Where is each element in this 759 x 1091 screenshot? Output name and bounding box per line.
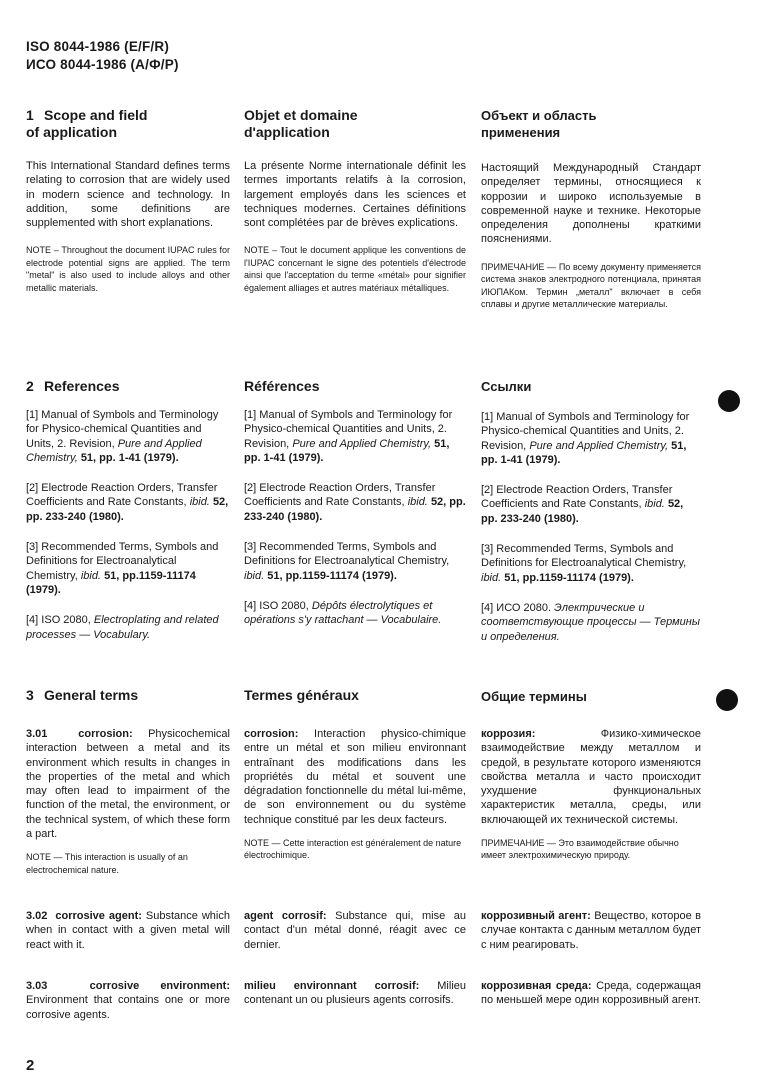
term-note: NOTE — This interaction is usually of an electrochemical nature.	[26, 852, 188, 875]
section-title: Termes généraux	[244, 687, 359, 703]
reference-item	[244, 408, 466, 465]
scope-en	[26, 107, 230, 294]
ref-num: [2]	[244, 482, 257, 495]
term-definition	[244, 979, 466, 1008]
term-name: коррозивный агент:	[481, 910, 591, 922]
ref-text: ИСО 2080.	[496, 601, 552, 614]
ref-journal: Pure and Applied Chemistry,	[529, 439, 669, 452]
section-title	[26, 687, 230, 704]
term-name: agent corrosif:	[244, 910, 327, 922]
document-header	[26, 38, 179, 74]
scope-note: NOTE – Throughout the document IUPAC rules for electrode potential signs are applied. The term "metal" is also used to include alloys and other metallic materials.	[26, 245, 230, 293]
term-name: коррозивная среда:	[481, 980, 592, 992]
term-name: corrosive agent:	[55, 910, 142, 922]
term-note: ПРИМЕЧАНИЕ — Это взаимодействие обычно имеет электрохимическую природу.	[481, 838, 679, 861]
section-title-text: General terms	[44, 687, 139, 703]
general-terms-fr	[244, 687, 466, 704]
term-entry-en	[26, 979, 230, 1022]
term-entry-fr	[244, 909, 466, 952]
references-ru	[481, 378, 701, 644]
section-title-line1: Scope and field	[44, 107, 148, 123]
ref-num: [3]	[481, 543, 494, 556]
ref-journal: ibid.	[644, 498, 665, 511]
scope-note: NOTE – Tout le document applique les conventions de l'IUPAC concernant le signe des potentiels d'électrode ainsi que l'acceptation du terme «métal» pour signifier également alliages et autres matériaux métalliques.	[244, 245, 466, 293]
term-definition	[481, 727, 701, 827]
ref-text: Electrode Reaction Orders, Transfer Coefficients and Rate Constants,	[26, 482, 218, 509]
ref-text: Electrode Reaction Orders, Transfer Coefficients and Rate Constants,	[244, 482, 436, 509]
reference-item	[244, 481, 466, 524]
ref-journal: ibid.	[80, 569, 101, 582]
term-name: corrosion:	[244, 728, 299, 740]
term-definition	[244, 727, 466, 827]
section-title	[244, 107, 466, 141]
ref-num: [3]	[244, 541, 257, 554]
ref-num: [3]	[26, 541, 39, 554]
term-text: Interaction physico-chimique entre un métal et son milieu environnant entraînant des modifications dans les propriétés du métal et souvent une dégradation fonctionnelle du métal lui-même, de son environnement ou du système technique constitué par les deux facteurs.	[244, 728, 466, 826]
section-number: 3	[26, 687, 34, 703]
term-definition	[244, 909, 466, 952]
punch-hole-mark	[718, 390, 740, 412]
section-title	[26, 378, 230, 395]
scope-body: This International Standard defines terms relating to corrosion that are widely used in modern science and technology. In addition, some definitions are supplemented with short explanations.	[26, 160, 230, 230]
ref-text: ISO 2080,	[41, 614, 91, 627]
term-entry-ru	[481, 909, 701, 952]
ref-text: Recommended Terms, Symbols and Definitions for Electroanalytical Chemistry,	[26, 541, 219, 582]
scope-ru	[481, 107, 701, 310]
reference-item	[481, 542, 701, 585]
ref-title: Электрические и соответствующие процессы — Термины и определения.	[481, 601, 700, 643]
section-title	[481, 107, 701, 141]
term-name: corrosion:	[78, 728, 133, 740]
ref-volume: 51, pp.1159-11174 (1979).	[504, 571, 634, 584]
general-terms-en	[26, 687, 230, 704]
term-text: Environment that contains one or more corrosive agents.	[26, 994, 230, 1021]
reference-item	[26, 408, 230, 465]
reference-item	[26, 481, 230, 524]
ref-text: Electrode Reaction Orders, Transfer Coefficients and Rate Constants,	[481, 484, 673, 511]
section-title	[26, 107, 230, 141]
ref-journal: ibid.	[189, 496, 210, 509]
references-fr	[244, 378, 466, 628]
scope-fr	[244, 107, 466, 294]
term-entry-en	[26, 727, 230, 876]
ref-journal: ibid.	[407, 496, 428, 509]
ref-text: Manual of Symbols and Terminology for Physico-chemical Quantities and Units, 2. Revision,	[244, 409, 453, 450]
punch-hole-mark	[716, 689, 738, 711]
ref-num: [1]	[26, 409, 39, 421]
scope-body: Настоящий Международный Стандарт определяет термины, относящиеся к коррозии и широко используемые в современной науке и технике. Некоторые определения дополнены краткими пояснениями.	[481, 162, 701, 246]
term-definition	[481, 979, 701, 1008]
term-text: Физико-химическое взаимодействие между металлом и средой, в результате которого изменяются свойства металла и часто происходит ухудшение функциональных характеристик металла, среды, или включающей их технической системы.	[481, 728, 701, 826]
term-text: Milieu contenant un ou plusieurs agents corrosifs.	[244, 980, 466, 1007]
ref-volume: 52, pp. 233-240 (1980).	[244, 496, 466, 523]
page-number: 2	[26, 1057, 35, 1074]
term-text: Substance qui, mise au contact d'un métal donné, réagit avec ce dernier.	[244, 910, 466, 951]
ref-volume: 51, pp. 1-41 (1979).	[244, 437, 450, 464]
section-title: Ссылки	[481, 379, 532, 394]
section-title-line1: Objet et domaine	[244, 107, 358, 123]
reference-item	[481, 601, 701, 644]
term-number: 3.02	[26, 910, 48, 922]
term-name: коррозия:	[481, 728, 536, 740]
term-text: Substance which when in contact with a given metal will react with it.	[26, 910, 230, 951]
ref-text: ISO 2080,	[259, 599, 309, 612]
term-number: 3.01	[26, 728, 48, 740]
term-name: milieu environnant corrosif:	[244, 980, 420, 992]
scope-body: La présente Norme internationale définit les termes importants relatifs à la corrosion, largement employés dans les sciences et techniques modernes. Certaines définitions sont complétées par de brèves explications.	[244, 160, 466, 230]
term-number: 3.03	[26, 980, 48, 992]
ref-text: Recommended Terms, Symbols and Definitions for Electroanalytical Chemistry,	[244, 541, 450, 568]
ref-journal: ibid.	[481, 571, 502, 584]
term-definition	[26, 979, 230, 1022]
reference-item	[244, 599, 466, 628]
term-entry-fr	[244, 979, 466, 1008]
term-definition	[481, 909, 701, 952]
ref-text: Recommended Terms, Symbols and Definitions for Electroanalytical Chemistry,	[481, 543, 687, 570]
section-number: 2	[26, 378, 34, 394]
section-title: Общие термины	[481, 689, 587, 704]
ref-journal: Pure and Applied Chemistry,	[292, 437, 432, 450]
section-title-line2: d'application	[244, 124, 330, 140]
ref-journal: Pure and Applied Chemistry,	[26, 437, 202, 464]
scope-note: ПРИМЕЧАНИЕ — По всему документу применяется система знаков электродного потенциала, принятая ИЮПАКом. Термин „металл" включает в себя сплавы и другие металлические материалы.	[481, 261, 701, 309]
term-text: Среда, содержащая по меньшей мере один коррозивный агент.	[481, 980, 701, 1007]
term-entry-ru	[481, 979, 701, 1008]
term-definition	[26, 909, 230, 952]
header-iso-number-ru: ИСО 8044-1986 (A/Ф/P)	[26, 57, 179, 72]
term-entry-en	[26, 909, 230, 952]
ref-text: Manual of Symbols and Terminology for Physico-chemical Quantities and Units, 2. Revision,	[481, 411, 690, 452]
reference-item	[481, 410, 701, 467]
section-title-line1: Объект и область	[481, 108, 597, 123]
term-entry-fr	[244, 727, 466, 862]
ref-num: [1]	[244, 409, 257, 421]
section-title-text: References	[44, 378, 120, 394]
term-entry-ru	[481, 727, 701, 862]
header-iso-number: ISO 8044-1986 (E/F/R)	[26, 39, 170, 54]
term-note: NOTE — Cette interaction est généralement de nature électrochimique.	[244, 838, 462, 861]
section-title-line2: применения	[481, 125, 561, 140]
ref-title: Electroplating and related processes — Vocabulary.	[26, 614, 219, 641]
ref-num: [4]	[481, 601, 494, 614]
section-title: Références	[244, 378, 320, 394]
ref-volume: 51, pp.1159-11174 (1979).	[267, 569, 397, 582]
ref-volume: 51, pp. 1-41 (1979).	[481, 439, 687, 466]
reference-item	[26, 540, 230, 597]
section-number: 1	[26, 107, 34, 123]
ref-num: [1]	[481, 411, 494, 423]
ref-num: [2]	[26, 482, 39, 495]
general-terms-ru	[481, 688, 701, 705]
ref-text: Manual of Symbols and Terminology for Physico-chemical Quantities and Units, 2. Revision,	[26, 409, 219, 450]
term-text: Physicochemical interaction between a metal and its environment which results in changes in the properties of the metal and which may often lead to impairment of the function of the metal, the environment, or the technical system, of which these form a part.	[26, 728, 230, 841]
ref-volume: 51, pp. 1-41 (1979).	[80, 451, 179, 464]
reference-item	[481, 483, 701, 526]
section-title-line2: of application	[26, 124, 117, 140]
term-definition	[26, 727, 230, 841]
ref-volume: 52, pp. 233-240 (1980).	[481, 498, 684, 525]
reference-item	[244, 540, 466, 583]
ref-volume: 51, pp.1159-11174 (1979).	[26, 569, 196, 596]
ref-num: [4]	[26, 614, 39, 627]
ref-journal: ibid.	[244, 569, 265, 582]
term-text: Вещество, которое в случае контакта с данным металлом будет с ним реагировать.	[481, 910, 701, 951]
ref-num: [4]	[244, 599, 257, 612]
term-name: corrosive environment:	[89, 980, 230, 992]
reference-item	[26, 613, 230, 642]
ref-volume: 52, pp. 233-240 (1980).	[26, 496, 229, 523]
ref-num: [2]	[481, 484, 494, 497]
ref-title: Dépôts électrolytiques et opérations s'y rattachant — Vocabulaire.	[244, 599, 442, 627]
references-en	[26, 378, 230, 642]
